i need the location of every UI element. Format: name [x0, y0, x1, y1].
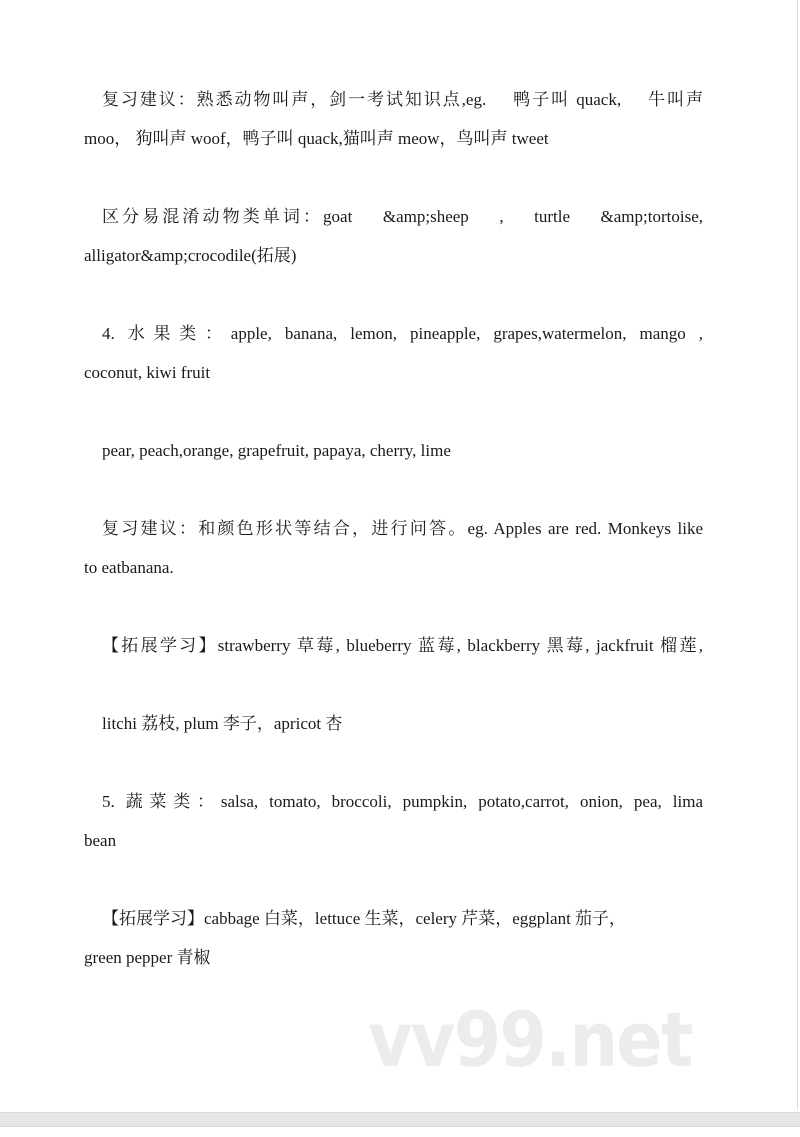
text-line: 5. 蔬菜类：salsa, tomato, broccoli, pumpkin, potato,carrot, onion, pea, lima	[102, 792, 703, 811]
text-line: moo， 狗叫声 woof，鸭子叫 quack,猫叫声 meow，鸟叫声 tweet	[84, 129, 549, 148]
text-line: 4. 水果类：apple, banana, lemon, pineapple, grapes,watermelon, mango ,	[102, 324, 703, 343]
text-line: litchi 荔枝, plum 李子，apricot 杏	[102, 714, 343, 733]
text-line: bean	[84, 831, 117, 850]
text-line: green pepper 青椒	[84, 948, 211, 967]
text-line: coconut, kiwi fruit	[84, 363, 211, 382]
text-line: 【拓展学习】cabbage 白菜，lettuce 生菜，celery 芹菜，eggplant 茄子，	[102, 909, 627, 928]
text-line: pear, peach,orange, grapefruit, papaya, cherry, lime	[102, 441, 451, 460]
text-line: alligator&amp;crocodile(拓展)	[84, 246, 297, 265]
text-line: to eatbanana.	[84, 558, 174, 577]
text-line: 复习建议：熟悉动物叫声，剑一考试知识点,eg. 鸭子叫 quack, 牛叫声	[102, 90, 703, 109]
watermark: vv99.net	[368, 995, 692, 1084]
page-separator	[0, 1112, 800, 1127]
text-line: 【拓展学习】strawberry 草莓, blueberry 蓝莓, blackberry 黑莓, jackfruit 榴莲,	[102, 636, 703, 655]
text-line: 区分易混淆动物类单词：goat &amp;sheep , turtle &amp;tortoise,	[102, 207, 703, 226]
text-line: 复习建议：和颜色形状等结合，进行问答。eg. Apples are red. Monkeys like	[102, 519, 703, 538]
